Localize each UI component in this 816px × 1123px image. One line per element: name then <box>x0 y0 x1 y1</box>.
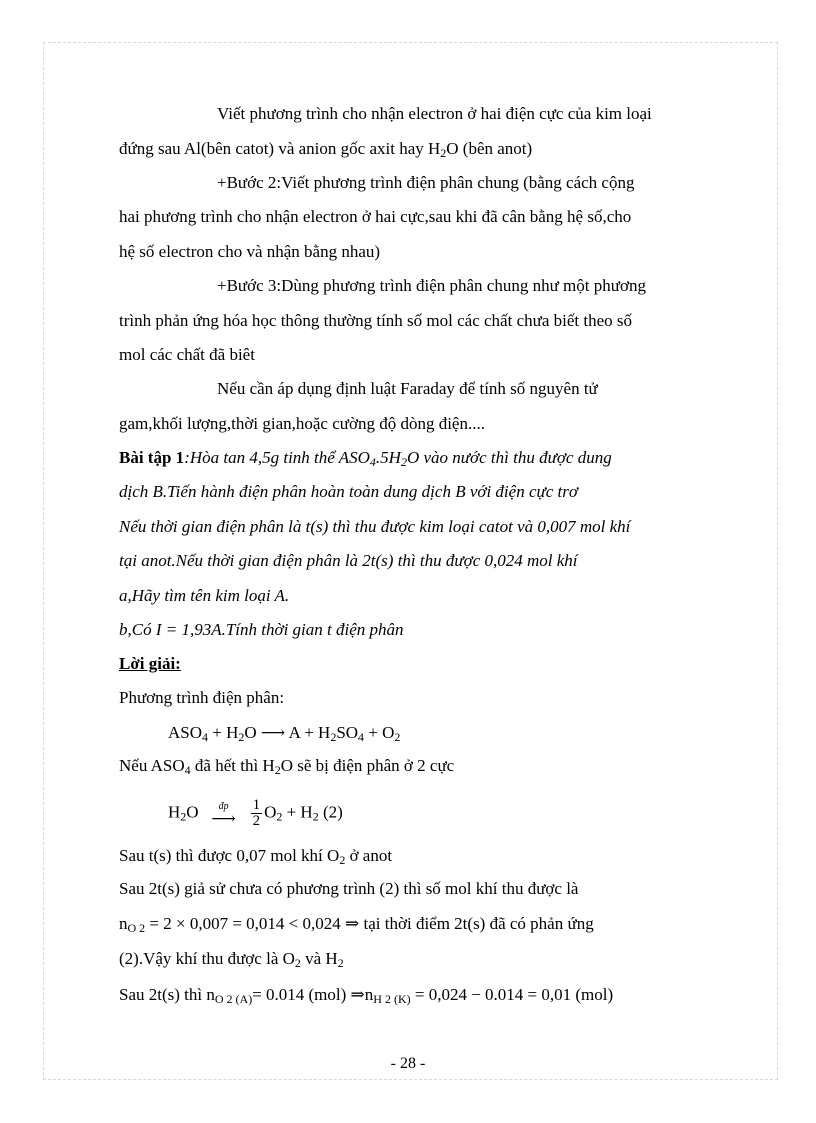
reaction-arrow: đp ⟶ <box>211 800 236 828</box>
paragraph-line: trình phản ứng hóa học thông thường tính số mol các chất chưa biết theo số <box>119 311 632 330</box>
solution-line: $n_{O 2} = 2 \times 0,007 = 0,014 < 0,024$ ⇒ tại thời điểm 2t(s) đã có phản ứng <box>119 914 594 935</box>
exercise-line: Nếu thời gian điện phân là t(s) thì thu được kim loại catot và 0,007 mol khí <box>119 517 631 536</box>
solution-line: (2).Vậy khí thu được là $O_2$ và $H_2$ <box>119 949 344 970</box>
equation-water-electrolysis: $H_2O$ đp ⟶ $\frac{1}{2}$ $O_2 + H_2$ (2) <box>168 797 343 829</box>
paragraph-line: +Bước 3:Dùng phương trình điện phân chung như một phương <box>217 276 646 295</box>
solution-heading: Lời giải: <box>119 654 181 673</box>
solution-line: Sau 2t(s) giả sử chưa có phương trình (2) thì số mol khí thu được là <box>119 879 579 898</box>
paragraph-line: hai phương trình cho nhận electron ở hai cực,sau khi đã cân bằng hệ số,cho <box>119 207 632 226</box>
fraction-half: $\frac{1}{2}$ <box>252 797 261 829</box>
paragraph-line: hệ số electron cho và nhận bằng nhau) <box>119 242 381 261</box>
equation-electrolysis: $ASO_4 + H_2O$ ⟶ $A + H_2SO_4 + O_2$ <box>168 723 401 744</box>
exercise-line: a,Hãy tìm tên kim loại A. <box>119 586 290 605</box>
solution-line: Phương trình điện phân: <box>119 688 285 707</box>
paragraph-line: gam,khối lượng,thời gian,hoặc cường độ dòng điện.... <box>119 414 485 433</box>
paragraph-line: Nếu cần áp dụng định luật Faraday để tính số nguyên tử <box>217 379 598 398</box>
exercise-label: Bài tập 1 <box>119 448 185 467</box>
page-number: - 28 - <box>390 1055 426 1072</box>
exercise-line: Bài tập 1:Hòa tan 4,5g tinh thể $ASO_4.5H_2O$ vào nước thì thu được dung <box>119 448 612 469</box>
solution-line: Nếu $ASO_4$ đã hết thì $H_2O$ sẽ bị điện phân ở 2 cực <box>119 756 455 777</box>
paragraph-line: Viết phương trình cho nhận electron ở hai điện cực của kim loại <box>217 104 652 123</box>
solution-line: Sau 2t(s) thì $n_{O 2 (A)}= 0.014$ (mol) $\Rightarrow n_{H 2 (K)} = 0,024 - 0.014 = 0,01$ (mol) <box>119 985 614 1006</box>
exercise-line: tại anot.Nếu thời gian điện phân là 2t(s) thì thu được 0,024 mol khí <box>119 551 578 570</box>
exercise-line: dịch B.Tiến hành điện phân hoàn toàn dung dịch B với điện cực trơ <box>119 482 578 501</box>
solution-line: Sau t(s) thì được 0,07 mol khí $O_2$ ở anot <box>119 846 393 867</box>
exercise-line: b,Có I = 1,93A.Tính thời gian t điện phân <box>119 620 404 639</box>
paragraph-line: +Bước 2:Viết phương trình điện phân chung (bằng cách cộng <box>217 173 635 192</box>
paragraph-line: đứng sau Al(bên catot) và anion gốc axit hay $H_2O$ (bên anot) <box>119 139 533 160</box>
paragraph-line: mol các chất đã biêt <box>119 345 255 364</box>
